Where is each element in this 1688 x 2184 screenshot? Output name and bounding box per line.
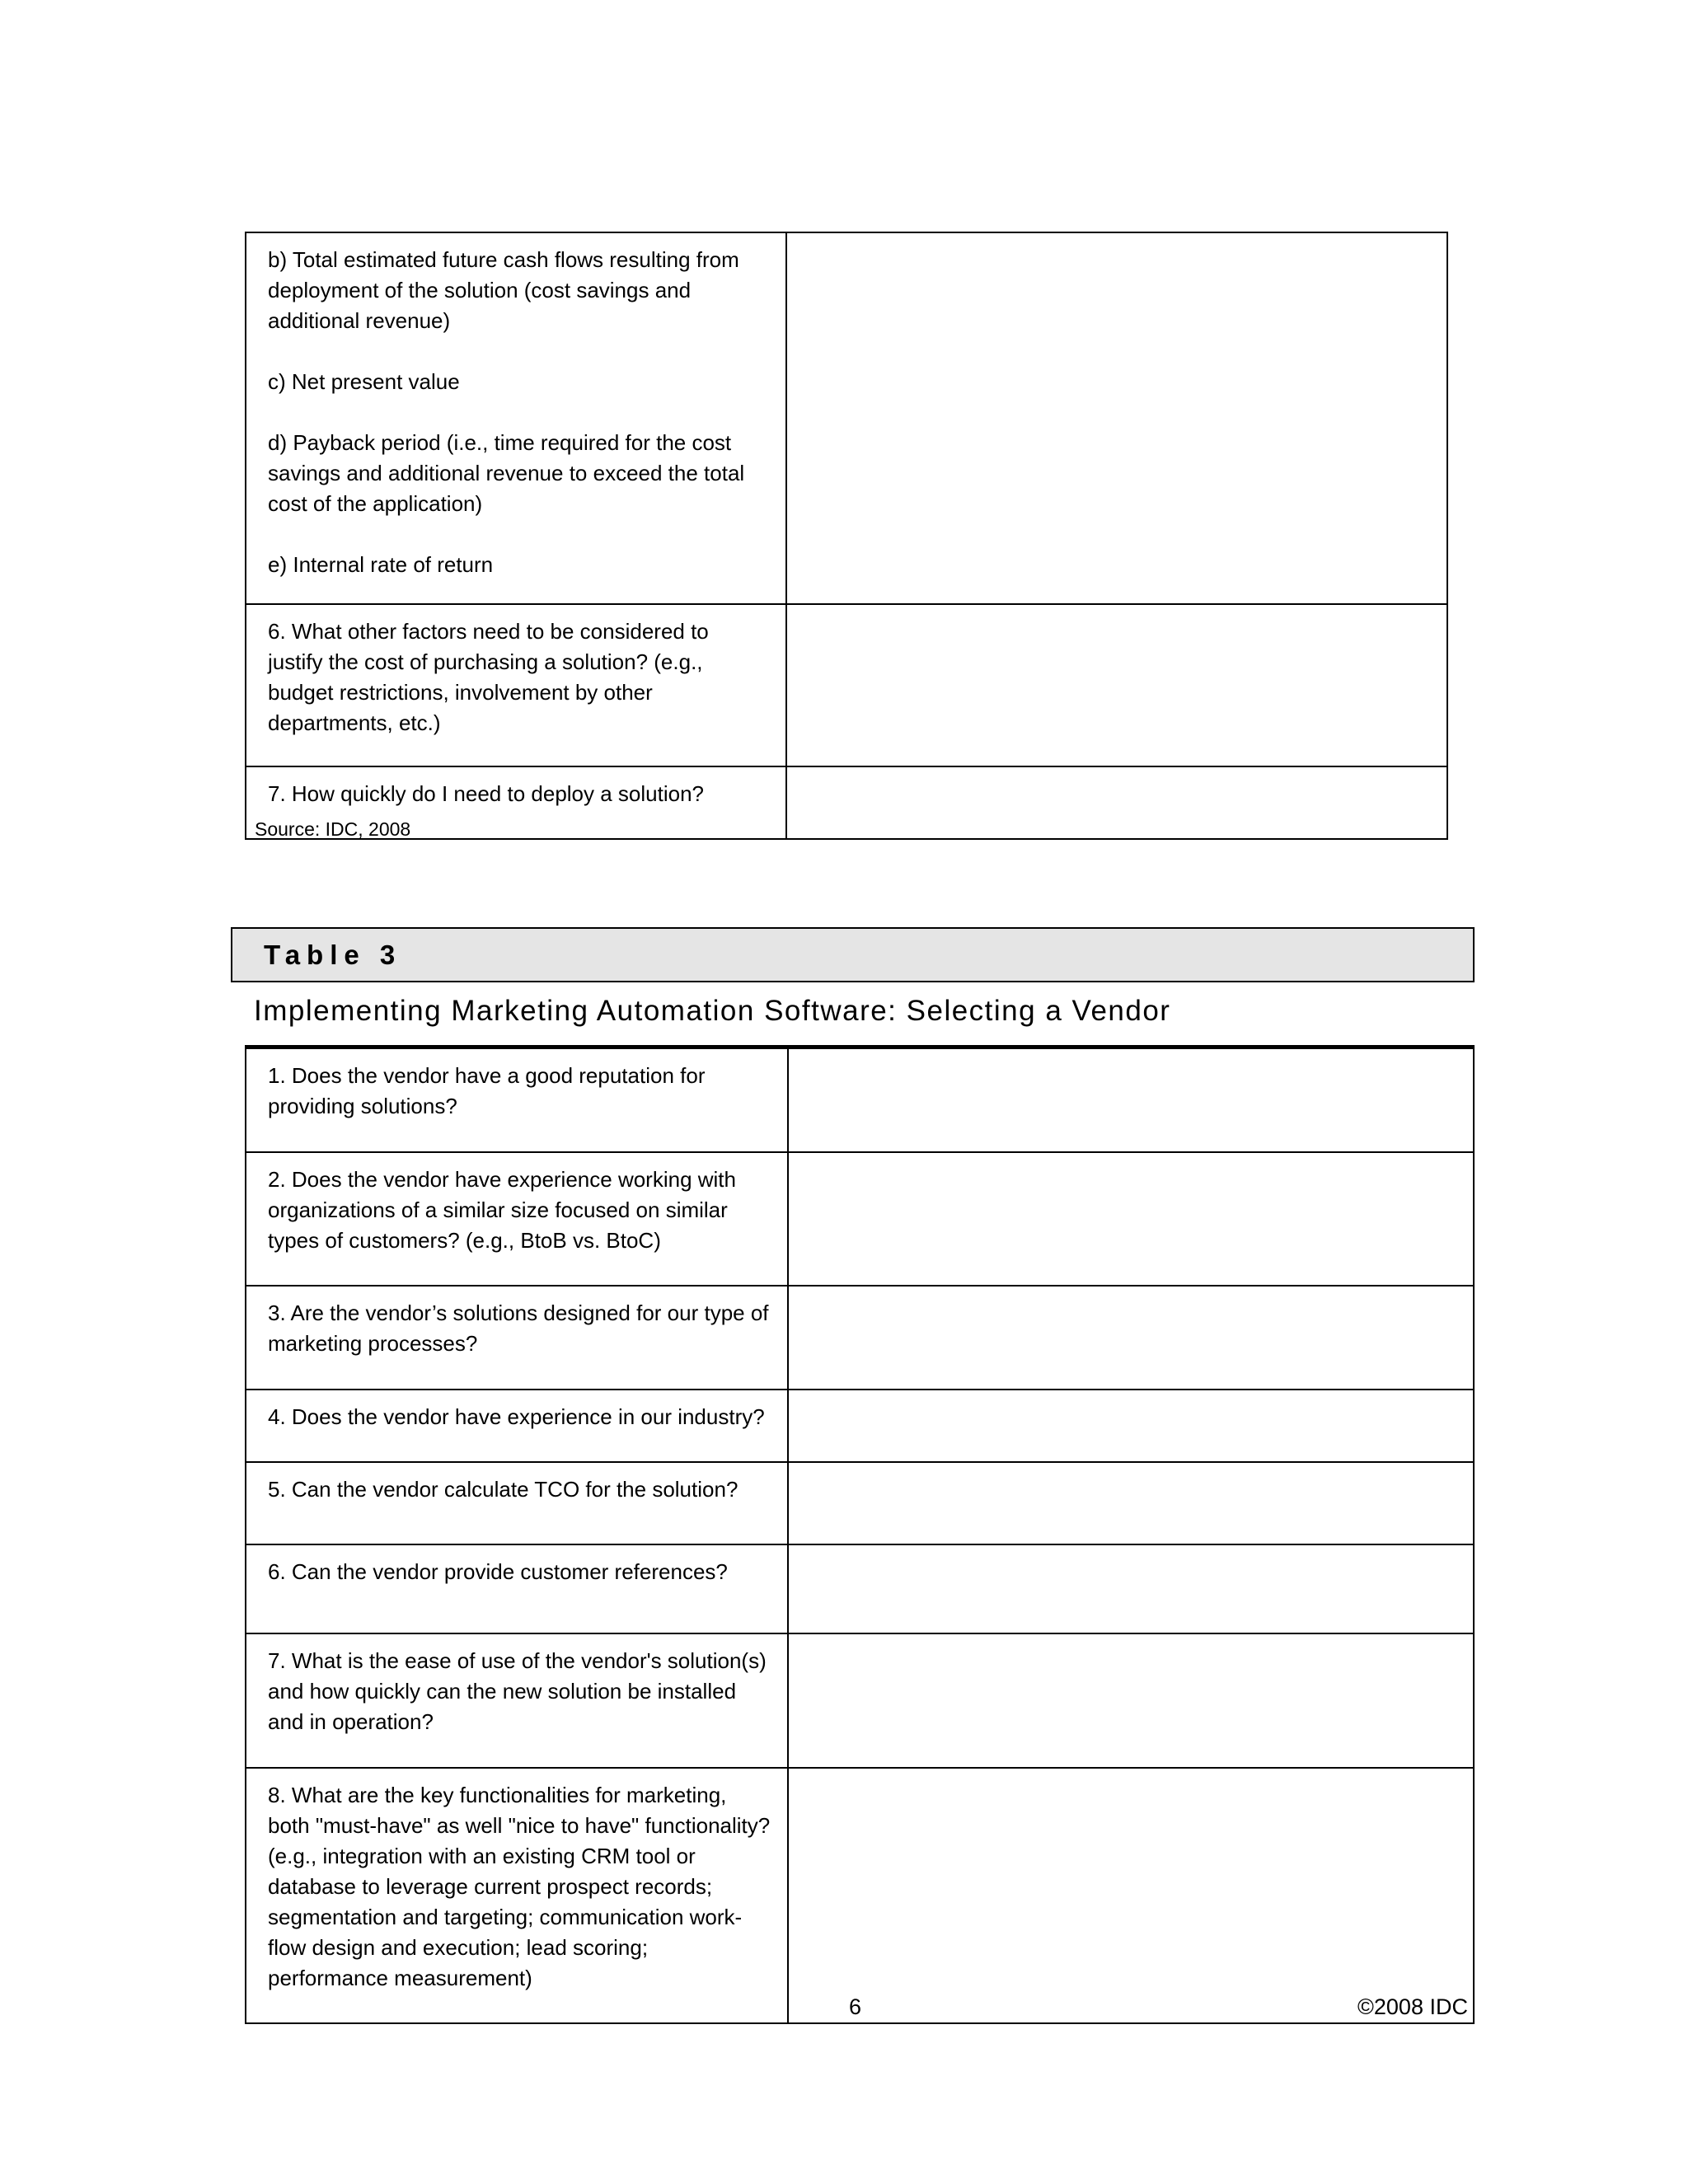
table-row (246, 766, 1447, 839)
table-row (246, 1152, 1474, 1286)
answer-cell (788, 1047, 1474, 1153)
answer-cell (786, 232, 1447, 604)
answer-cell (788, 1152, 1474, 1286)
question-cell: 6. Can the vendor provide customer references? (246, 1544, 788, 1633)
question-text: c) Net present value (268, 369, 460, 394)
question-cell: 8. What are the key functionalities for marketing, both "must-have" as well "nice to have" functionality? (e.g., integration with an existing CRM tool or database to leverage current prospect records; segmentation and targeting; communication work-flow design and execution; lead scoring; performance measurement) (246, 1768, 788, 2023)
question-text: 7. How quickly do I need to deploy a solution? (268, 781, 705, 806)
table-title: Implementing Marketing Automation Software: Selecting a Vendor (254, 995, 1171, 1027)
answer-cell (788, 1462, 1474, 1544)
answer-cell (788, 1286, 1474, 1390)
question-text: d) Payback period (i.e., time required for the cost savings and additional revenue to exceed the total cost of the application) (268, 430, 745, 516)
question-cell: 5. Can the vendor calculate TCO for the solution? (246, 1462, 788, 1544)
copyright-notice: ©2008 IDC (1357, 1994, 1468, 2019)
answer-cell (788, 1544, 1474, 1633)
table-row (246, 1633, 1474, 1768)
question-text: 6. What other factors need to be considered to justify the cost of purchasing a solution? (e.g., budget restrictions, involvement by other departments, etc.) (268, 619, 709, 735)
question-cell: 4. Does the vendor have experience in our industry? (246, 1390, 788, 1462)
vendor-selection-table (245, 1045, 1475, 2024)
table-label: Table 3 (264, 940, 402, 970)
question-cell (246, 232, 786, 604)
source-note: Source: IDC, 2008 (255, 818, 411, 840)
answer-cell (788, 1768, 1474, 2023)
answer-cell (788, 1633, 1474, 1768)
question-text: b) Total estimated future cash flows resulting from deployment of the solution (cost savings and additional revenue) (268, 247, 739, 333)
question-cell: 1. Does the vendor have a good reputation for providing solutions? (246, 1047, 788, 1153)
answer-cell (786, 604, 1447, 766)
answer-cell (786, 766, 1447, 839)
answer-cell (788, 1390, 1474, 1462)
table-row (246, 1390, 1474, 1462)
table-row (246, 1047, 1474, 1153)
page-number: 6 (849, 1994, 862, 2019)
question-text: e) Internal rate of return (268, 552, 494, 577)
worksheet-table-continued (245, 232, 1448, 840)
table-row (246, 232, 1447, 604)
table-label-bar (231, 927, 1475, 982)
table-row (246, 604, 1447, 766)
question-cell: 3. Are the vendor’s solutions designed for our type of marketing processes? (246, 1286, 788, 1390)
table-row (246, 1286, 1474, 1390)
question-cell: 7. What is the ease of use of the vendor's solution(s) and how quickly can the new solution be installed and in operation? (246, 1633, 788, 1768)
question-cell: 2. Does the vendor have experience working with organizations of a similar size focused on similar types of customers? (e.g., BtoB vs. BtoC) (246, 1152, 788, 1286)
table-row (246, 1544, 1474, 1633)
table-row (246, 1768, 1474, 2023)
question-cell (246, 604, 786, 766)
table-row (246, 1462, 1474, 1544)
